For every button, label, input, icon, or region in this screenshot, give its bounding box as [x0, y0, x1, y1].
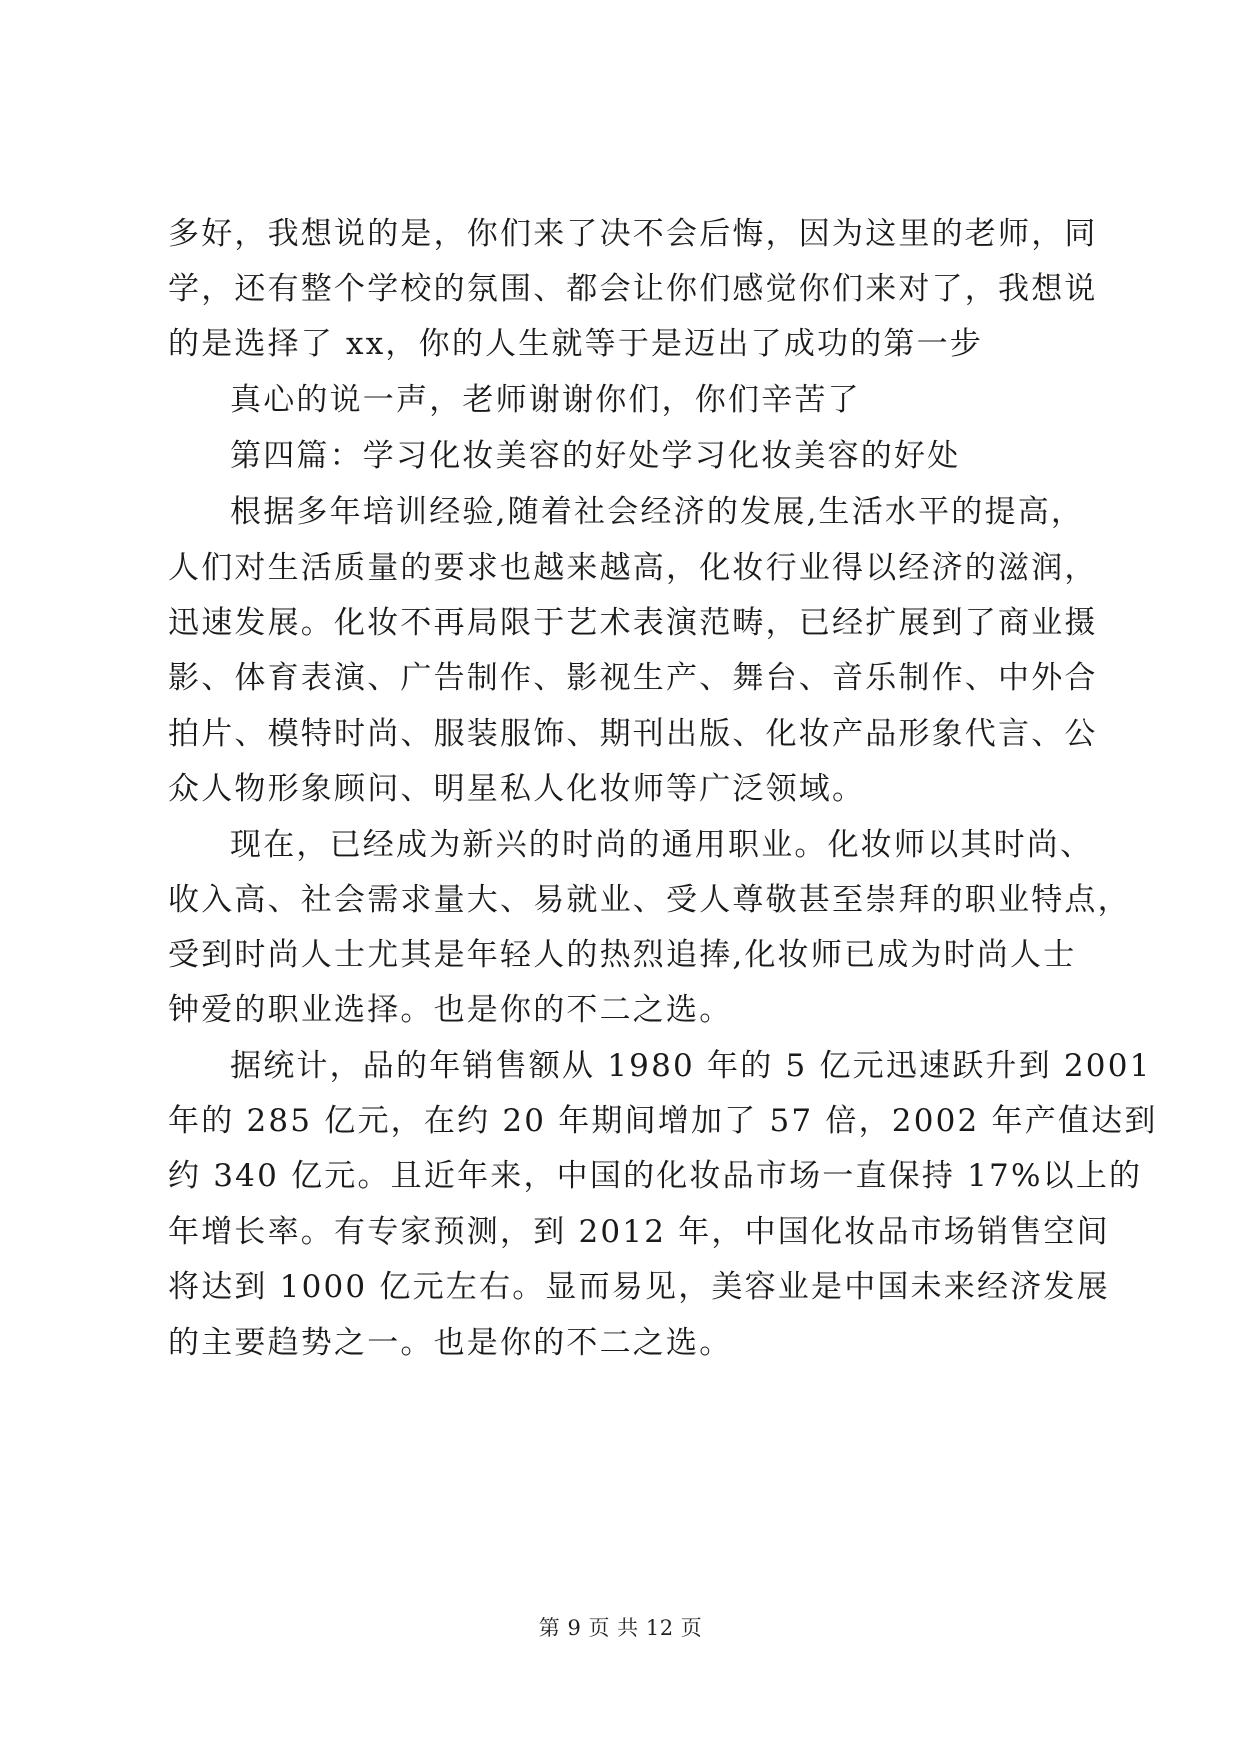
text-line: 的是选择了 xx，你的人生就等于是迈出了成功的第一步: [168, 326, 984, 362]
text-line: 现在，已经成为新兴的时尚的通用职业。化妆师以其时尚、: [230, 827, 1094, 863]
text-line: 影、体育表演、广告制作、影视生产、舞台、音乐制作、中外合: [168, 660, 1098, 696]
text-line: 拍片、模特时尚、服装服饰、期刊出版、化妆产品形象代言、公: [168, 716, 1098, 752]
text-line: 真心的说一声，老师谢谢你们，你们辛苦了: [230, 382, 861, 418]
text-line: 将达到 1000 亿元左右。显而易见，美容业是中国未来经济发展: [168, 1269, 1110, 1305]
text-line: 根据多年培训经验,随着社会经济的发展,生活水平的提高，: [230, 494, 1085, 530]
text-line: 年增长率。有专家预测，到 2012 年，中国化妆品市场销售空间: [168, 1214, 1110, 1250]
text-line: 学，还有整个学校的氛围、都会让你们感觉你们来对了，我想说: [168, 271, 1098, 307]
text-line: 人们对生活质量的要求也越来越高，化妆行业得以经济的滋润，: [168, 550, 1098, 586]
text-line: 据统计，品的年销售额从 1980 年的 5 亿元迅速跃升到 2001: [230, 1048, 1152, 1084]
text-line: 多好，我想说的是，你们来了决不会后悔，因为这里的老师，同: [168, 216, 1098, 252]
page-footer: 第 9 页 共 12 页: [538, 1616, 703, 1640]
text-line: 的主要趋势之一。也是你的不二之选。: [168, 1325, 733, 1361]
text-line: 众人物形象顾问、明星私人化妆师等广泛领域。: [168, 771, 866, 807]
section-heading: 第四篇：学习化妆美容的好处学习化妆美容的好处: [230, 438, 961, 474]
text-line: 受到时尚人士尤其是年轻人的热烈追捧,化妆师已成为时尚人士: [168, 937, 1077, 973]
text-line: 年的 285 亿元，在约 20 年期间增加了 57 倍，2002 年产值达到: [168, 1103, 1158, 1139]
text-line: 约 340 亿元。且近年来，中国的化妆品市场一直保持 17%以上的: [168, 1158, 1143, 1194]
text-line: 迅速发展。化妆不再局限于艺术表演范畴，已经扩展到了商业摄: [168, 605, 1098, 641]
text-line: 收入高、社会需求量大、易就业、受人尊敬甚至崇拜的职业特点，: [168, 882, 1131, 918]
text-line: 钟爱的职业选择。也是你的不二之选。: [168, 992, 733, 1028]
